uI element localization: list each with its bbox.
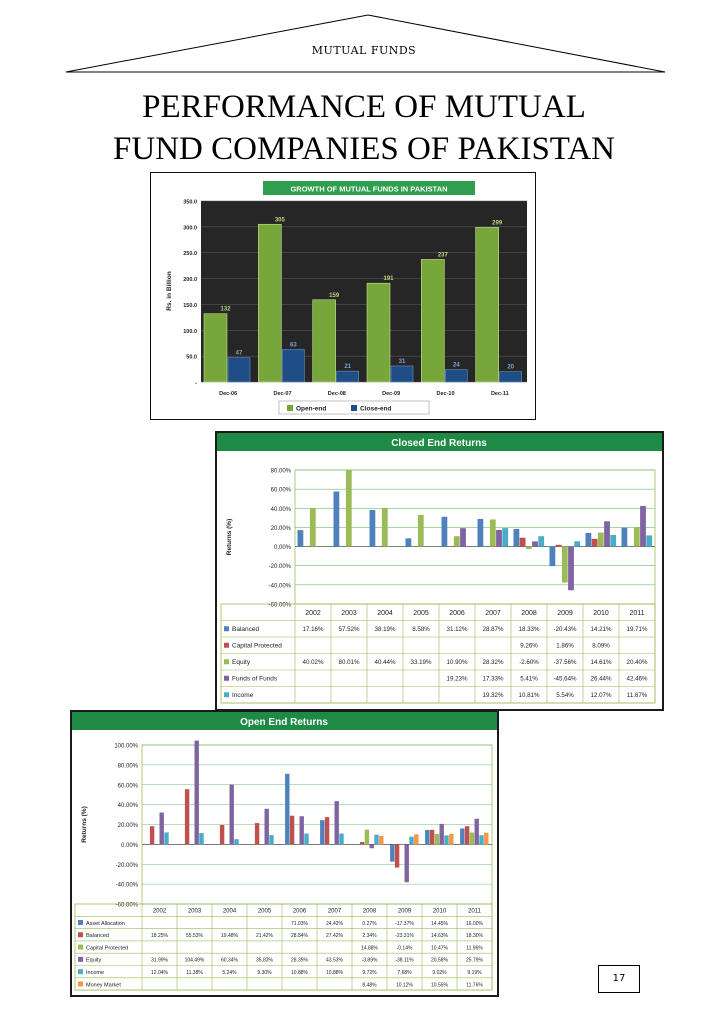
bar-asset-allocation-2007: [320, 820, 324, 844]
table-cell: 8.48%: [362, 982, 377, 989]
bar-money-market-2009: [414, 834, 418, 844]
bar-income-2007: [339, 834, 343, 845]
bar-equity-2009: [562, 547, 568, 583]
legend-swatch-income: [224, 692, 229, 697]
table-cell: 14.45%: [431, 920, 448, 927]
x-tick-label: 2006: [449, 609, 465, 617]
bar-close-end-dec-08: [337, 371, 359, 382]
table-cell: 19.23%: [446, 675, 468, 683]
table-cell: 12.04%: [151, 969, 168, 976]
legend-swatch-close-end: [351, 405, 357, 411]
bar-close-end-dec-11: [500, 372, 522, 382]
y-axis-label: Returns (%): [81, 806, 88, 843]
chart-title: Closed End Returns: [391, 438, 487, 449]
table-cell: 28.87%: [482, 626, 504, 634]
legend-label-equity: Equity: [232, 659, 251, 667]
table-cell: -45.64%: [553, 675, 577, 683]
data-label-open-end: 159: [329, 292, 340, 299]
table-cell: -23.31%: [395, 933, 414, 940]
x-tick-label: Dec-06: [219, 391, 238, 397]
x-tick-label: 2008: [521, 609, 537, 617]
bar-balanced-2009: [395, 844, 399, 867]
bar-balanced-2002: [150, 826, 154, 844]
bar-open-end-dec-08: [313, 300, 336, 382]
table-cell: -20.43%: [553, 626, 577, 634]
table-cell: 80.01%: [338, 659, 360, 667]
table-cell: 14.21%: [590, 626, 612, 634]
bar-asset-allocation-2010: [425, 830, 429, 844]
table-cell: 2.34%: [362, 933, 377, 940]
table-cell: 7.68%: [397, 969, 412, 976]
x-tick-label: 2007: [485, 609, 501, 617]
table-cell: 5.24%: [222, 969, 237, 976]
legend-swatch-open-end: [287, 405, 293, 411]
legend-swatch-balanced: [78, 932, 83, 937]
bar-funds-of-funds-2007: [496, 530, 502, 547]
bar-equity-2006: [300, 816, 304, 844]
y-axis-label: Rs. in Billion: [166, 271, 173, 311]
bar-income-2009: [574, 541, 580, 546]
x-tick-label: 2003: [187, 908, 202, 915]
bar-equity-2009: [405, 844, 409, 882]
x-tick-label: 2002: [152, 908, 167, 915]
table-cell: 43.53%: [326, 957, 343, 964]
table-cell: 26.44%: [590, 675, 612, 683]
bar-money-market-2010: [449, 834, 453, 844]
y-tick-label: 80.00%: [270, 468, 291, 475]
bar-equity-2002: [160, 813, 164, 845]
table-cell: 17.16%: [302, 626, 324, 634]
bar-equity-2006: [454, 536, 460, 546]
table-cell: 5.54%: [556, 692, 574, 700]
table-cell: 9.30%: [257, 969, 272, 976]
bar-income-2004: [234, 839, 238, 844]
table-cell: 11.67%: [626, 692, 648, 700]
bar-close-end-dec-06: [228, 358, 250, 382]
table-cell: -0.14%: [396, 945, 413, 952]
table-cell: 8.58%: [412, 626, 430, 634]
bar-income-2003: [199, 833, 203, 844]
legend-label-income: Income: [86, 969, 105, 976]
bar-equity-2007: [335, 801, 339, 844]
table-cell: 18.30%: [466, 933, 483, 940]
x-tick-label: 2009: [397, 908, 412, 915]
bar-capital-protected-2009: [556, 545, 562, 547]
table-cell: 8.09%: [592, 642, 610, 650]
bar-open-end-dec-09: [367, 283, 390, 382]
y-tick-label: -60.00%: [115, 902, 138, 909]
bar-balanced-2010: [586, 533, 592, 547]
y-tick-label: 350.0: [183, 199, 197, 206]
legend-swatch-balanced: [224, 626, 229, 631]
bar-income-2009: [409, 837, 413, 845]
bar-open-end-dec-10: [421, 259, 444, 382]
table-cell: 0.27%: [362, 920, 377, 927]
bar-balanced-2003: [185, 789, 189, 844]
data-label-close-end: 21: [344, 364, 352, 371]
table-cell: 19.48%: [221, 933, 238, 940]
legend-label-income: Income: [232, 692, 254, 700]
table-cell: 31.99%: [151, 957, 168, 964]
bar-equity-2005: [418, 515, 424, 547]
table-cell: 11.76%: [466, 982, 483, 989]
bar-income-2007: [502, 528, 508, 546]
x-tick-label: 2009: [557, 609, 573, 617]
bar-balanced-2004: [220, 825, 224, 844]
table-cell: 10.12%: [396, 982, 413, 989]
y-tick-label: 50.0: [186, 354, 197, 361]
bar-income-2011: [646, 535, 652, 546]
bar-equity-2003: [195, 741, 199, 845]
x-tick-label: 2003: [341, 609, 357, 617]
legend-label-capital-protected: Capital Protected: [232, 642, 282, 650]
y-tick-label: -20.00%: [115, 862, 138, 869]
legend-label-balanced: Balanced: [232, 626, 260, 634]
y-tick-label: 80.00%: [117, 763, 138, 770]
y-tick-label: 40.00%: [270, 506, 291, 513]
table-cell: 9.19%: [467, 969, 482, 976]
table-cell: 19.71%: [626, 626, 648, 634]
table-cell: -17.37%: [395, 920, 414, 927]
legend-label-capital-protected: Capital Protected: [86, 945, 129, 952]
bar-balanced-2005: [255, 823, 259, 844]
table-cell: 57.52%: [338, 626, 360, 634]
table-cell: 21.42%: [256, 933, 273, 940]
bar-asset-allocation-2011: [460, 828, 464, 844]
y-tick-label: 20.00%: [117, 823, 138, 829]
bar-funds-of-funds-2009: [568, 547, 574, 591]
bar-income-2011: [479, 835, 483, 844]
bar-funds-of-funds-2006: [460, 528, 466, 546]
y-axis-label: Returns (%): [226, 518, 233, 556]
table-cell: 11.96%: [466, 945, 483, 952]
table-cell: 10.47%: [431, 945, 448, 952]
y-tick-label: 0.00%: [273, 545, 291, 552]
table-cell: 71.03%: [291, 920, 308, 927]
x-tick-label: 2002: [305, 609, 321, 617]
bar-equity-2004: [230, 784, 234, 844]
data-label-close-end: 63: [289, 342, 297, 349]
table-cell: 27.42%: [326, 933, 343, 940]
table-cell: 24.42%: [326, 920, 343, 927]
table-cell: 16.00%: [466, 920, 483, 927]
table-cell: 60.34%: [221, 957, 238, 964]
bar-income-2005: [269, 835, 273, 844]
bar-capital-protected-2011: [470, 832, 474, 844]
bar-income-2010: [444, 835, 448, 844]
page-title-line-1: PERFORMANCE OF MUTUAL: [142, 89, 586, 125]
bar-open-end-dec-07: [258, 224, 281, 382]
chart-title: GROWTH OF MUTUAL FUNDS IN PAKISTAN: [290, 184, 448, 194]
table-cell: 28.84%: [291, 933, 308, 940]
y-tick-label: -20.00%: [268, 564, 291, 571]
table-cell: 19.32%: [482, 692, 504, 700]
table-cell: 9.02%: [432, 969, 447, 976]
bar-balanced-2011: [465, 826, 469, 844]
x-tick-label: 2004: [222, 908, 237, 915]
table-cell: 10.88%: [326, 969, 343, 976]
bar-equity-2008: [526, 547, 532, 549]
bar-balanced-2003: [334, 492, 340, 547]
x-tick-label: 2005: [257, 908, 272, 915]
legend-swatch-capital-protected: [224, 643, 229, 648]
bar-balanced-2004: [370, 510, 376, 547]
x-tick-label: 2010: [432, 908, 447, 915]
bar-balanced-2011: [622, 528, 628, 547]
bar-balanced-2006: [290, 816, 294, 845]
bar-equity-2005: [265, 809, 269, 845]
bar-income-2008: [538, 536, 544, 546]
x-tick-label: 2007: [327, 908, 342, 915]
y-tick-label: 0.00%: [120, 842, 138, 849]
x-tick-label: 2005: [413, 609, 429, 617]
y-tick-label: 200.0: [183, 277, 197, 284]
bar-balanced-2006: [442, 517, 448, 547]
bar-asset-allocation-2009: [390, 844, 394, 861]
y-tick-label: 60.00%: [270, 487, 291, 494]
page-title: [0, 86, 728, 170]
bar-equity-2002: [310, 508, 316, 546]
table-cell: 40.44%: [374, 659, 396, 667]
bar-balanced-2002: [298, 530, 304, 546]
table-cell: 42.46%: [626, 675, 648, 683]
table-cell: 31.12%: [446, 626, 468, 634]
bar-capital-protected-2010: [435, 834, 439, 844]
legend-label-close-end: Close-end: [360, 405, 392, 413]
bar-close-end-dec-07: [282, 349, 304, 382]
bar-equity-2007: [490, 519, 496, 546]
table-cell: 14.88%: [361, 945, 378, 952]
header-title: MUTUAL FUNDS: [311, 44, 417, 57]
x-tick-label: Dec-11: [490, 391, 509, 397]
bar-funds-of-funds-2010: [604, 521, 610, 546]
y-tick-label: 100.00%: [114, 743, 138, 750]
data-label-close-end: 31: [398, 358, 406, 365]
y-tick-label: -: [195, 380, 197, 387]
closed-end-chart-frame: [215, 431, 664, 711]
x-tick-label: 2006: [292, 908, 307, 915]
table-cell: 5.41%: [520, 675, 538, 683]
legend-label-balanced: Balanced: [86, 933, 109, 940]
y-tick-label: 250.0: [183, 251, 197, 258]
y-tick-label: 20.00%: [270, 525, 291, 532]
bar-equity-2011: [475, 819, 479, 845]
table-cell: 25.79%: [466, 957, 483, 964]
data-label-open-end: 132: [220, 306, 231, 313]
table-cell: 12.07%: [590, 692, 612, 700]
page-title-line-2: FUND COMPANIES OF PAKISTAN: [113, 131, 615, 167]
table-cell: 18.33%: [518, 626, 540, 634]
table-cell: 20.58%: [431, 957, 448, 964]
x-tick-label: 2004: [377, 609, 393, 617]
table-cell: 40.02%: [302, 659, 324, 667]
table-cell: 38.19%: [374, 626, 396, 634]
legend-label-money-market: Money Market: [86, 982, 121, 989]
table-cell: 10.88%: [291, 969, 308, 976]
header-frame: [0, 0, 728, 80]
table-cell: 35.83%: [256, 957, 273, 964]
x-tick-label: 2008: [362, 908, 377, 915]
table-cell: 28.35%: [291, 957, 308, 964]
table-cell: 9.26%: [520, 642, 538, 650]
table-cell: 17.33%: [482, 675, 504, 683]
bar-capital-protected-2008: [520, 538, 526, 547]
table-cell: 1.86%: [556, 642, 574, 650]
legend-swatch-capital-protected: [78, 945, 83, 950]
data-label-close-end: 24: [452, 362, 460, 369]
y-tick-label: -40.00%: [115, 882, 138, 889]
table-cell: 10.81%: [518, 692, 540, 700]
bar-close-end-dec-09: [391, 366, 413, 382]
legend-swatch-income: [78, 969, 83, 974]
table-cell: 11.38%: [186, 969, 203, 976]
table-cell: 9.72%: [362, 969, 377, 976]
bar-balanced-2008: [514, 529, 520, 547]
legend-swatch-funds-of-funds: [224, 676, 229, 681]
table-cell: -2.60%: [519, 659, 539, 667]
table-cell: -38.11%: [395, 957, 414, 964]
x-tick-label: Dec-09: [382, 391, 401, 397]
bar-equity-2004: [382, 508, 388, 547]
bar-funds-of-funds-2011: [640, 506, 646, 547]
x-tick-label: 2011: [468, 908, 481, 915]
bar-funds-of-funds-2008: [532, 541, 538, 546]
bar-balanced-2007: [325, 817, 329, 844]
table-cell: -37.56%: [553, 659, 577, 667]
legend-swatch-money-market: [78, 981, 83, 986]
bar-equity-2010: [440, 824, 444, 844]
bar-balanced-2009: [550, 547, 556, 567]
data-label-open-end: 305: [274, 217, 285, 224]
open-end-chart-frame: [70, 710, 499, 997]
y-tick-label: 60.00%: [117, 783, 138, 790]
table-cell: 14.61%: [590, 659, 612, 667]
bar-open-end-dec-06: [204, 314, 227, 382]
data-label-close-end: 20: [507, 364, 515, 371]
bar-equity-2003: [346, 470, 352, 547]
table-cell: 18.25%: [151, 933, 168, 940]
table-cell: 20.40%: [626, 659, 648, 667]
bar-asset-allocation-2006: [285, 774, 289, 845]
bar-income-2002: [164, 832, 168, 844]
legend-label-open-end: Open-end: [296, 405, 327, 413]
x-tick-label: Dec-07: [273, 391, 292, 397]
y-tick-label: 40.00%: [117, 803, 138, 810]
bar-balanced-2008: [360, 842, 364, 844]
table-cell: 14.63%: [431, 933, 448, 940]
data-label-open-end: 237: [437, 252, 448, 259]
y-tick-label: 100.0: [183, 328, 197, 335]
legend-swatch-equity: [78, 957, 83, 962]
y-tick-label: 150.0: [183, 302, 197, 309]
growth-chart: [151, 173, 535, 419]
y-tick-label: -60.00%: [268, 602, 291, 609]
y-tick-label: -40.00%: [268, 583, 291, 590]
table-cell: 55.53%: [186, 933, 203, 940]
x-tick-label: 2011: [629, 609, 645, 617]
data-label-open-end: 299: [492, 220, 503, 227]
x-tick-label: Dec-10: [436, 391, 455, 397]
data-label-open-end: 191: [383, 276, 394, 283]
bar-balanced-2005: [406, 538, 412, 546]
table-cell: 28.32%: [482, 659, 504, 667]
bar-balanced-2007: [478, 519, 484, 547]
table-cell: 10.90%: [446, 659, 468, 667]
legend-swatch-equity: [224, 659, 229, 664]
table-cell: 104.49%: [184, 957, 205, 964]
growth-chart-frame: [150, 172, 536, 420]
data-label-close-end: 47: [235, 350, 243, 357]
legend-label-equity: Equity: [86, 957, 102, 964]
y-tick-label: 300.0: [183, 225, 197, 232]
bar-equity-2010: [598, 533, 604, 547]
closed-end-returns-chart: [217, 433, 662, 709]
x-tick-label: Dec-08: [327, 391, 346, 397]
table-cell: 10.55%: [431, 982, 448, 989]
bar-income-2008: [374, 835, 378, 845]
bar-income-2006: [304, 834, 308, 845]
legend-label-asset-allocation: Asset Allocation: [86, 920, 125, 927]
bar-capital-protected-2010: [592, 539, 598, 547]
bar-equity-2011: [634, 527, 640, 547]
table-cell: -3.89%: [361, 957, 378, 964]
bar-money-market-2008: [379, 836, 383, 844]
x-tick-label: 2010: [593, 609, 609, 617]
chart-title: Open End Returns: [240, 717, 328, 728]
bar-income-2010: [610, 535, 616, 547]
page-number: 17: [598, 965, 640, 993]
bar-money-market-2011: [484, 833, 488, 845]
bar-equity-2008: [370, 844, 374, 848]
bar-balanced-2010: [430, 830, 434, 845]
bar-open-end-dec-11: [476, 227, 499, 382]
legend-label-funds-of-funds: Funds of Funds: [232, 675, 278, 683]
bar-capital-protected-2008: [365, 830, 369, 845]
open-end-returns-chart: [72, 712, 497, 995]
table-cell: 33.19%: [410, 659, 432, 667]
legend-swatch-asset-allocation: [78, 920, 83, 925]
bar-close-end-dec-10: [445, 370, 467, 382]
